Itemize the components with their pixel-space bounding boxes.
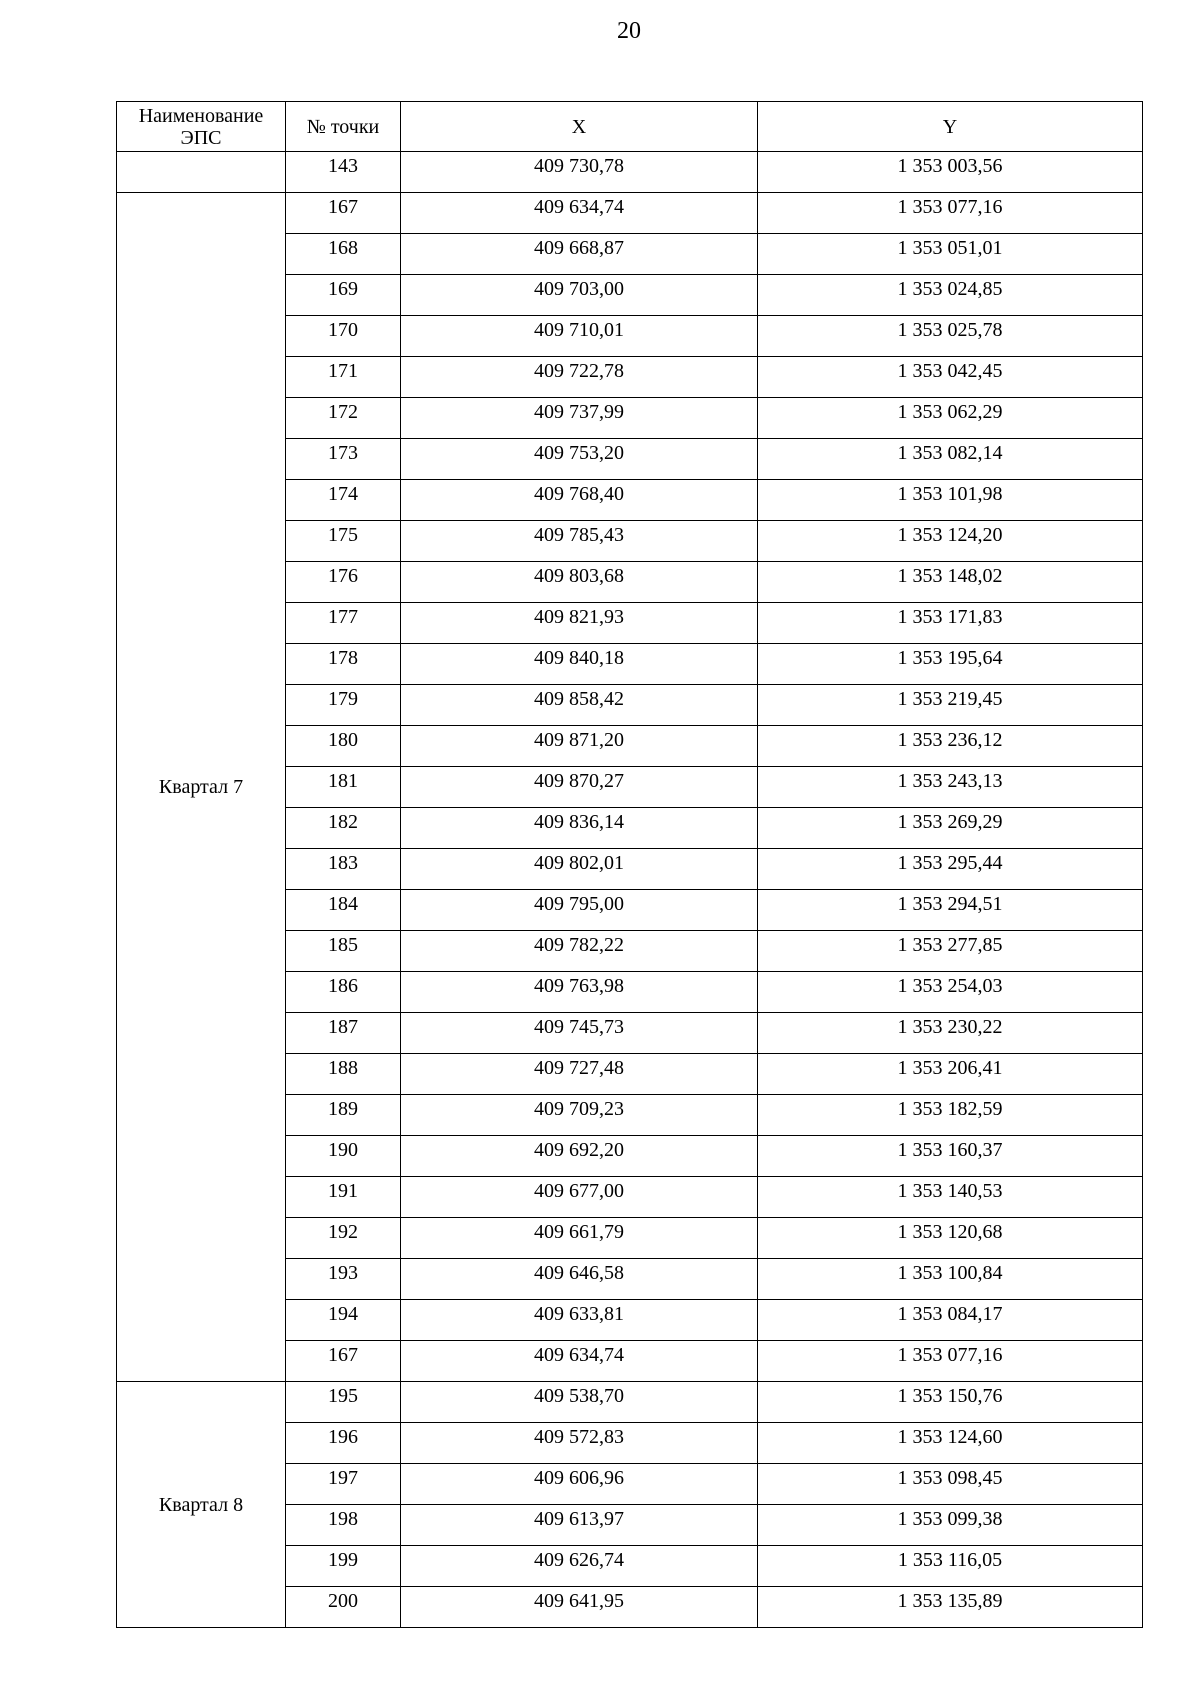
point-number-cell: 190	[286, 1136, 401, 1177]
point-number-cell: 180	[286, 726, 401, 767]
y-coordinate-cell: 1 353 101,98	[758, 480, 1143, 521]
y-coordinate-cell: 1 353 051,01	[758, 234, 1143, 275]
x-coordinate-cell: 409 634,74	[401, 193, 758, 234]
table-row	[117, 152, 1143, 193]
y-coordinate-cell: 1 353 100,84	[758, 1259, 1143, 1300]
point-number-cell: 194	[286, 1300, 401, 1341]
point-number-cell: 176	[286, 562, 401, 603]
point-number-cell: 167	[286, 193, 401, 234]
x-coordinate-cell: 409 709,23	[401, 1095, 758, 1136]
point-number-cell: 168	[286, 234, 401, 275]
eps-name-cell: Квартал 8	[117, 1382, 286, 1628]
y-coordinate-cell: 1 353 254,03	[758, 972, 1143, 1013]
x-coordinate-cell: 409 613,97	[401, 1505, 758, 1546]
x-coordinate-cell: 409 646,58	[401, 1259, 758, 1300]
point-number-cell: 174	[286, 480, 401, 521]
point-number-cell: 187	[286, 1013, 401, 1054]
y-coordinate-cell: 1 353 206,41	[758, 1054, 1143, 1095]
point-number-cell: 199	[286, 1546, 401, 1587]
y-coordinate-cell: 1 353 140,53	[758, 1177, 1143, 1218]
y-coordinate-cell: 1 353 116,05	[758, 1546, 1143, 1587]
y-coordinate-cell: 1 353 024,85	[758, 275, 1143, 316]
x-coordinate-cell: 409 634,74	[401, 1341, 758, 1382]
point-number-cell: 184	[286, 890, 401, 931]
x-coordinate-cell: 409 763,98	[401, 972, 758, 1013]
point-number-cell: 193	[286, 1259, 401, 1300]
y-coordinate-cell: 1 353 219,45	[758, 685, 1143, 726]
x-coordinate-cell: 409 802,01	[401, 849, 758, 890]
x-coordinate-cell: 409 803,68	[401, 562, 758, 603]
point-number-cell: 196	[286, 1423, 401, 1464]
point-number-cell: 170	[286, 316, 401, 357]
x-coordinate-cell: 409 722,78	[401, 357, 758, 398]
point-number-cell: 186	[286, 972, 401, 1013]
point-number-cell: 167	[286, 1341, 401, 1382]
point-number-cell: 183	[286, 849, 401, 890]
y-coordinate-cell: 1 353 042,45	[758, 357, 1143, 398]
y-coordinate-cell: 1 353 195,64	[758, 644, 1143, 685]
y-coordinate-cell: 1 353 182,59	[758, 1095, 1143, 1136]
point-number-cell: 143	[286, 152, 401, 193]
header-x: X	[401, 102, 758, 152]
point-number-cell: 198	[286, 1505, 401, 1546]
point-number-cell: 178	[286, 644, 401, 685]
y-coordinate-cell: 1 353 099,38	[758, 1505, 1143, 1546]
y-coordinate-cell: 1 353 077,16	[758, 193, 1143, 234]
table-row	[117, 193, 1143, 234]
x-coordinate-cell: 409 753,20	[401, 439, 758, 480]
x-coordinate-cell: 409 727,48	[401, 1054, 758, 1095]
y-coordinate-cell: 1 353 120,68	[758, 1218, 1143, 1259]
table-row	[117, 1382, 1143, 1423]
y-coordinate-cell: 1 353 269,29	[758, 808, 1143, 849]
point-number-cell: 192	[286, 1218, 401, 1259]
x-coordinate-cell: 409 538,70	[401, 1382, 758, 1423]
x-coordinate-cell: 409 661,79	[401, 1218, 758, 1259]
x-coordinate-cell: 409 692,20	[401, 1136, 758, 1177]
y-coordinate-cell: 1 353 077,16	[758, 1341, 1143, 1382]
x-coordinate-cell: 409 710,01	[401, 316, 758, 357]
page-number: 20	[617, 18, 641, 44]
point-number-cell: 177	[286, 603, 401, 644]
point-number-cell: 200	[286, 1587, 401, 1628]
eps-name-cell	[117, 152, 286, 193]
x-coordinate-cell: 409 768,40	[401, 480, 758, 521]
coordinates-table	[116, 101, 1143, 1628]
x-coordinate-cell: 409 633,81	[401, 1300, 758, 1341]
y-coordinate-cell: 1 353 062,29	[758, 398, 1143, 439]
header-point: № точки	[286, 102, 401, 152]
point-number-cell: 182	[286, 808, 401, 849]
x-coordinate-cell: 409 745,73	[401, 1013, 758, 1054]
table-body	[117, 152, 1143, 1628]
x-coordinate-cell: 409 785,43	[401, 521, 758, 562]
header-row	[117, 102, 1143, 152]
x-coordinate-cell: 409 572,83	[401, 1423, 758, 1464]
x-coordinate-cell: 409 641,95	[401, 1587, 758, 1628]
point-number-cell: 173	[286, 439, 401, 480]
point-number-cell: 179	[286, 685, 401, 726]
y-coordinate-cell: 1 353 243,13	[758, 767, 1143, 808]
x-coordinate-cell: 409 871,20	[401, 726, 758, 767]
x-coordinate-cell: 409 677,00	[401, 1177, 758, 1218]
point-number-cell: 191	[286, 1177, 401, 1218]
point-number-cell: 175	[286, 521, 401, 562]
point-number-cell: 181	[286, 767, 401, 808]
y-coordinate-cell: 1 353 084,17	[758, 1300, 1143, 1341]
x-coordinate-cell: 409 821,93	[401, 603, 758, 644]
y-coordinate-cell: 1 353 295,44	[758, 849, 1143, 890]
y-coordinate-cell: 1 353 230,22	[758, 1013, 1143, 1054]
x-coordinate-cell: 409 668,87	[401, 234, 758, 275]
y-coordinate-cell: 1 353 124,60	[758, 1423, 1143, 1464]
x-coordinate-cell: 409 836,14	[401, 808, 758, 849]
point-number-cell: 169	[286, 275, 401, 316]
x-coordinate-cell: 409 795,00	[401, 890, 758, 931]
x-coordinate-cell: 409 782,22	[401, 931, 758, 972]
y-coordinate-cell: 1 353 124,20	[758, 521, 1143, 562]
point-number-cell: 195	[286, 1382, 401, 1423]
y-coordinate-cell: 1 353 171,83	[758, 603, 1143, 644]
y-coordinate-cell: 1 353 294,51	[758, 890, 1143, 931]
point-number-cell: 185	[286, 931, 401, 972]
point-number-cell: 171	[286, 357, 401, 398]
point-number-cell: 197	[286, 1464, 401, 1505]
y-coordinate-cell: 1 353 148,02	[758, 562, 1143, 603]
x-coordinate-cell: 409 858,42	[401, 685, 758, 726]
x-coordinate-cell: 409 606,96	[401, 1464, 758, 1505]
y-coordinate-cell: 1 353 135,89	[758, 1587, 1143, 1628]
y-coordinate-cell: 1 353 082,14	[758, 439, 1143, 480]
y-coordinate-cell: 1 353 003,56	[758, 152, 1143, 193]
point-number-cell: 189	[286, 1095, 401, 1136]
point-number-cell: 188	[286, 1054, 401, 1095]
y-coordinate-cell: 1 353 025,78	[758, 316, 1143, 357]
x-coordinate-cell: 409 840,18	[401, 644, 758, 685]
y-coordinate-cell: 1 353 160,37	[758, 1136, 1143, 1177]
table-header	[117, 102, 1143, 152]
y-coordinate-cell: 1 353 098,45	[758, 1464, 1143, 1505]
x-coordinate-cell: 409 703,00	[401, 275, 758, 316]
x-coordinate-cell: 409 737,99	[401, 398, 758, 439]
point-number-cell: 172	[286, 398, 401, 439]
header-name: Наименование ЭПС	[117, 102, 286, 152]
eps-name-cell: Квартал 7	[117, 193, 286, 1382]
y-coordinate-cell: 1 353 150,76	[758, 1382, 1143, 1423]
x-coordinate-cell: 409 870,27	[401, 767, 758, 808]
x-coordinate-cell: 409 730,78	[401, 152, 758, 193]
header-y: Y	[758, 102, 1143, 152]
y-coordinate-cell: 1 353 277,85	[758, 931, 1143, 972]
x-coordinate-cell: 409 626,74	[401, 1546, 758, 1587]
y-coordinate-cell: 1 353 236,12	[758, 726, 1143, 767]
